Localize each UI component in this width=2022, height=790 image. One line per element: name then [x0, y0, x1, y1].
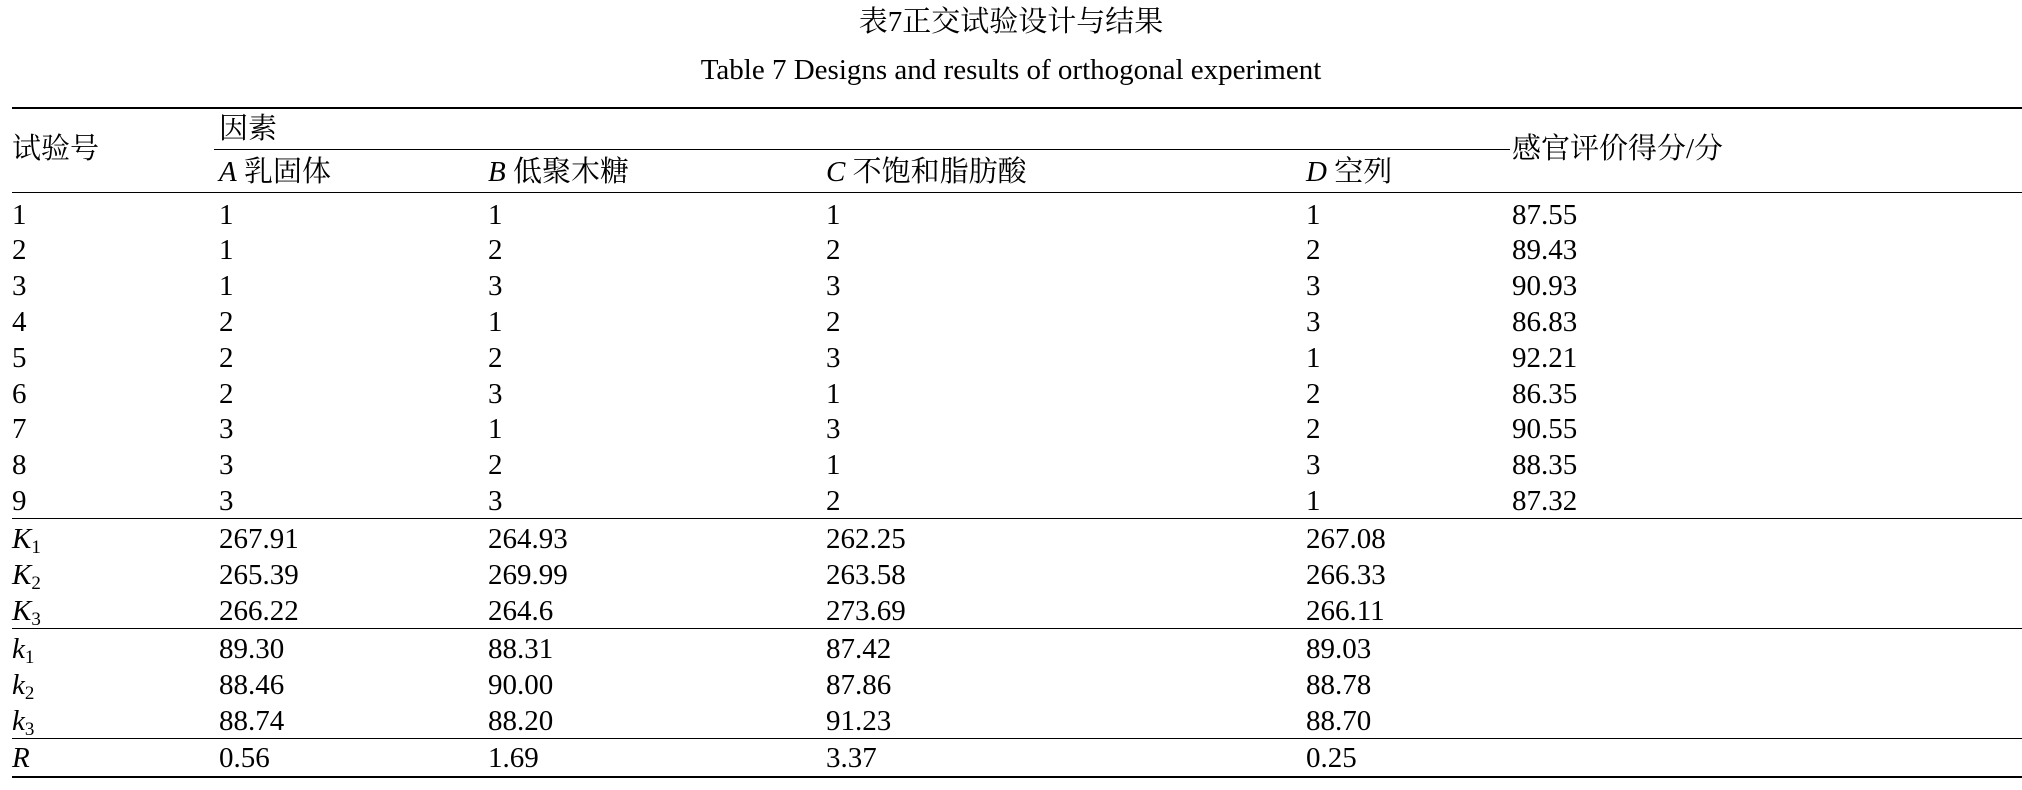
trial-number: 5 [12, 342, 27, 374]
table-title-english: Table 7 Designs and results of orthogonal experiment [700, 54, 1322, 86]
K-value-D: 267.08 [1306, 523, 1386, 555]
trial-number: 4 [12, 306, 27, 338]
table-title-chinese: 表7正交试验设计与结果 [858, 6, 1164, 38]
k-value-A: 88.74 [219, 705, 285, 737]
level-A: 2 [219, 378, 234, 410]
sensory-score: 92.21 [1512, 342, 1578, 374]
trial-number: 9 [12, 485, 27, 517]
factor-A-name: 乳固体 [243, 156, 331, 188]
header-bottom-rule [12, 192, 2022, 193]
top-rule [12, 107, 2022, 109]
level-D: 2 [1306, 234, 1321, 266]
level-C: 2 [826, 234, 841, 266]
level-A: 1 [219, 270, 234, 302]
trial-number: 7 [12, 413, 27, 445]
factor-B-name: 低聚木糖 [512, 156, 629, 188]
sensory-score: 89.43 [1512, 234, 1578, 266]
K-value-D: 266.11 [1306, 595, 1385, 627]
level-B: 1 [488, 306, 503, 338]
level-A: 3 [219, 485, 234, 517]
K-value-A: 266.22 [219, 595, 299, 627]
K-value-B: 269.99 [488, 559, 568, 591]
k-value-B: 88.20 [488, 705, 554, 737]
level-D: 1 [1306, 485, 1321, 517]
level-D: 3 [1306, 306, 1321, 338]
level-B: 3 [488, 378, 503, 410]
R-section-rule [12, 738, 2022, 739]
level-D: 2 [1306, 378, 1321, 410]
row-label: $K_3$ [12, 595, 41, 630]
R-value-A: 0.56 [219, 742, 270, 774]
K-value-B: 264.6 [488, 595, 554, 627]
level-B: 2 [488, 449, 503, 481]
level-B: 2 [488, 234, 503, 266]
header-factor-B [488, 155, 629, 189]
level-C: 1 [826, 378, 841, 410]
row-label: $k_1$ [12, 633, 35, 668]
trial-number: 6 [12, 378, 27, 410]
level-A: 3 [219, 449, 234, 481]
header-factors: 因素 [219, 113, 278, 145]
header-trial-number: 试验号 [12, 133, 100, 165]
level-C: 2 [826, 485, 841, 517]
level-A: 3 [219, 413, 234, 445]
row-label: $k_3$ [12, 705, 35, 740]
level-C: 1 [826, 199, 841, 231]
row-label: R [12, 742, 30, 774]
level-B: 1 [488, 413, 503, 445]
K-value-C: 262.25 [826, 523, 906, 555]
level-D: 1 [1306, 199, 1321, 231]
R-value-D: 0.25 [1306, 742, 1357, 774]
sensory-score: 87.32 [1512, 485, 1578, 517]
factor-group-rule [214, 149, 1510, 150]
factor-B-letter: B [488, 156, 506, 188]
level-C: 1 [826, 449, 841, 481]
level-A: 2 [219, 306, 234, 338]
factor-C-letter: C [826, 156, 846, 188]
k-value-A: 89.30 [219, 633, 285, 665]
sensory-score: 90.55 [1512, 413, 1578, 445]
trial-number: 3 [12, 270, 27, 302]
K-value-A: 267.91 [219, 523, 299, 555]
k-value-A: 88.46 [219, 669, 285, 701]
level-C: 3 [826, 413, 841, 445]
K-value-C: 273.69 [826, 595, 906, 627]
level-C: 3 [826, 270, 841, 302]
R-value-B: 1.69 [488, 742, 539, 774]
k-value-D: 88.70 [1306, 705, 1372, 737]
level-B: 2 [488, 342, 503, 374]
sensory-score: 86.83 [1512, 306, 1578, 338]
factor-C-name: 不饱和脂肪酸 [852, 156, 1027, 188]
header-sensory-score: 感官评价得分/分 [1512, 133, 1724, 165]
k-value-C: 87.86 [826, 669, 892, 701]
R-value-C: 3.37 [826, 742, 877, 774]
sensory-score: 88.35 [1512, 449, 1578, 481]
row-label: $K_1$ [12, 523, 41, 558]
factor-A-letter: A [219, 156, 237, 188]
row-label: $k_2$ [12, 669, 35, 704]
level-B: 1 [488, 199, 503, 231]
sensory-score: 87.55 [1512, 199, 1578, 231]
level-C: 2 [826, 306, 841, 338]
level-A: 2 [219, 342, 234, 374]
k-value-C: 87.42 [826, 633, 892, 665]
K-value-A: 265.39 [219, 559, 299, 591]
k-value-B: 90.00 [488, 669, 554, 701]
header-factor-D [1306, 155, 1392, 189]
K-value-D: 266.33 [1306, 559, 1386, 591]
bottom-rule [12, 776, 2022, 778]
k-value-C: 91.23 [826, 705, 892, 737]
trial-number: 2 [12, 234, 27, 266]
factor-D-name: 空列 [1334, 156, 1393, 188]
level-D: 3 [1306, 270, 1321, 302]
K-value-C: 263.58 [826, 559, 906, 591]
sensory-score: 90.93 [1512, 270, 1578, 302]
k-value-B: 88.31 [488, 633, 554, 665]
trial-number: 8 [12, 449, 27, 481]
factor-D-letter: D [1306, 156, 1327, 188]
sensory-score: 86.35 [1512, 378, 1578, 410]
level-A: 1 [219, 234, 234, 266]
K-section-rule [12, 518, 2022, 519]
level-D: 1 [1306, 342, 1321, 374]
K-value-B: 264.93 [488, 523, 568, 555]
header-factor-A [219, 155, 331, 189]
level-A: 1 [219, 199, 234, 231]
k-value-D: 88.78 [1306, 669, 1372, 701]
level-D: 3 [1306, 449, 1321, 481]
level-B: 3 [488, 270, 503, 302]
k-section-rule [12, 628, 2022, 629]
k-value-D: 89.03 [1306, 633, 1372, 665]
level-B: 3 [488, 485, 503, 517]
header-factor-C [826, 155, 1027, 189]
trial-number: 1 [12, 199, 27, 231]
row-label: $K_2$ [12, 559, 41, 594]
level-C: 3 [826, 342, 841, 374]
level-D: 2 [1306, 413, 1321, 445]
